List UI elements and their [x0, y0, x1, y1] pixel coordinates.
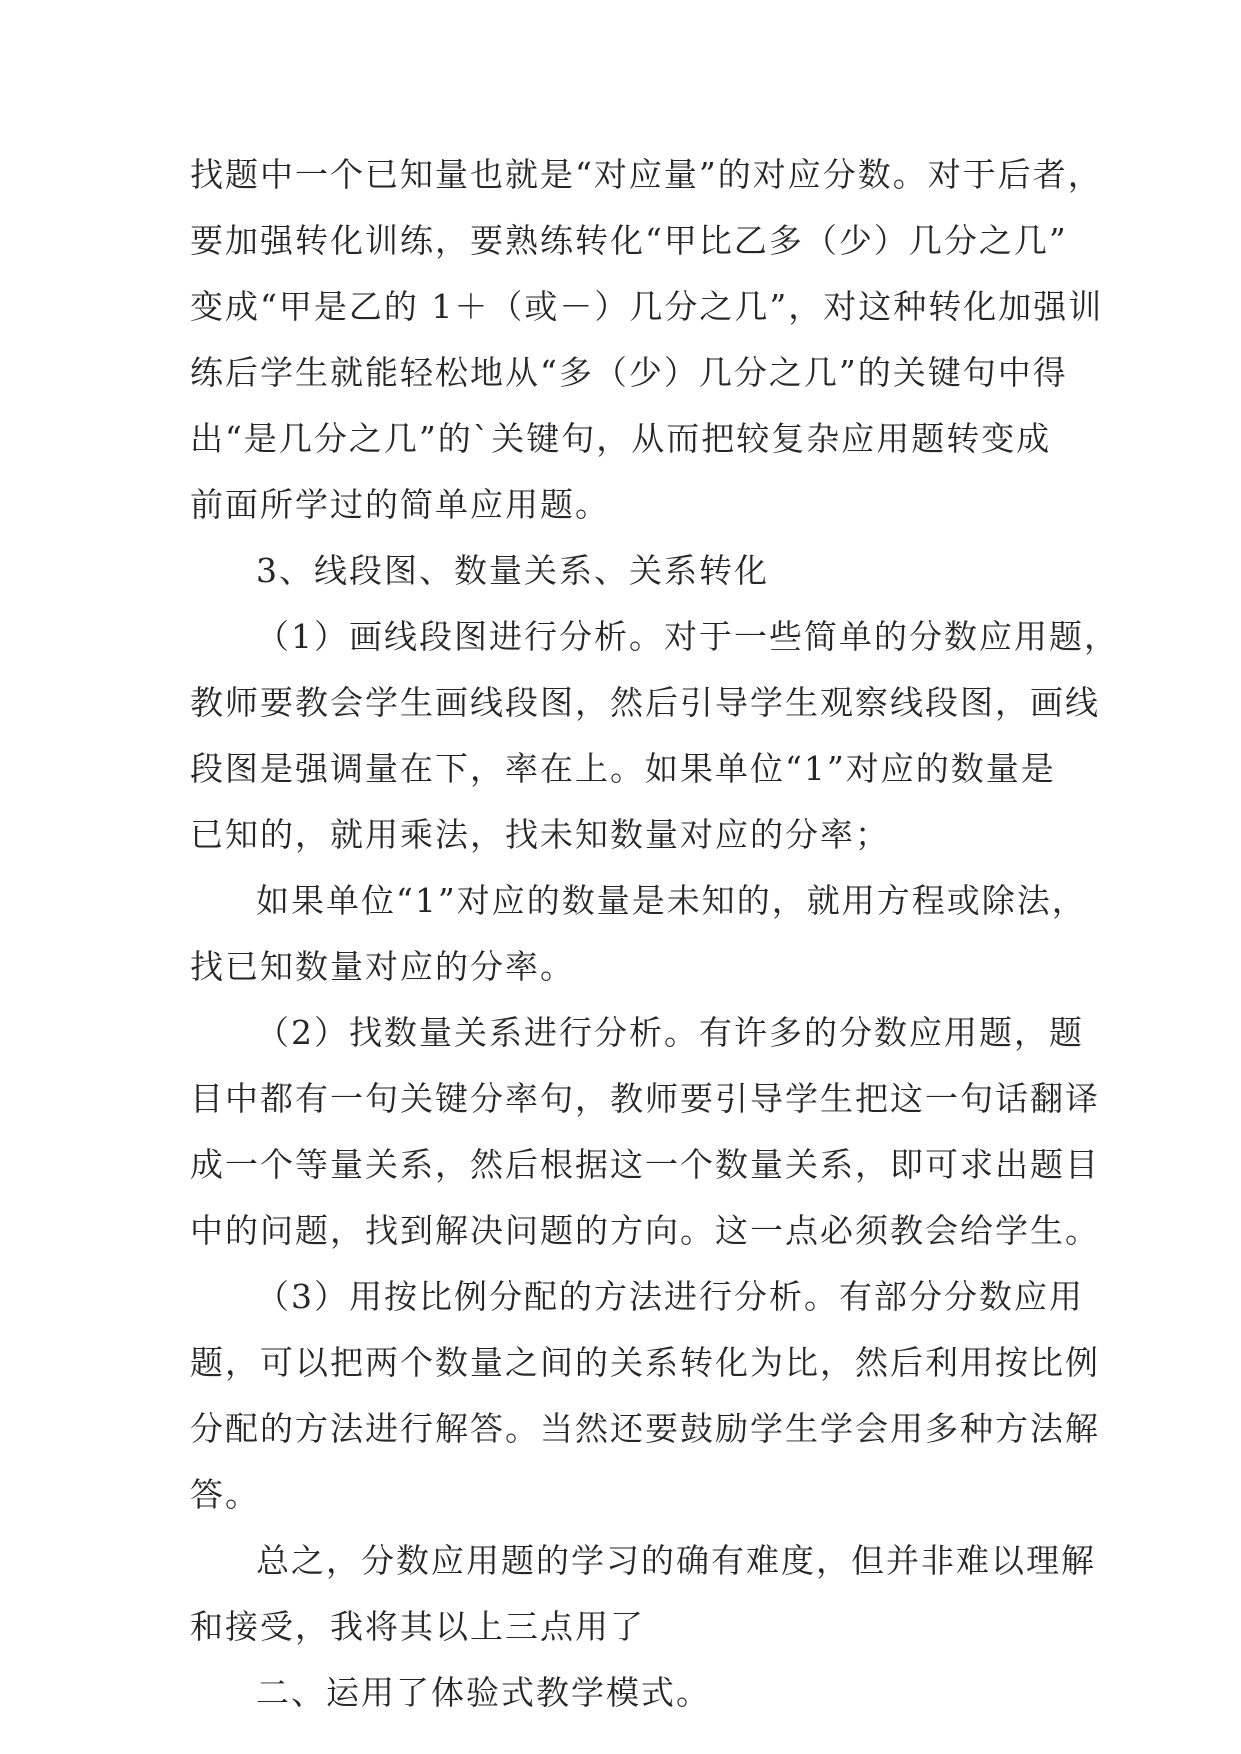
text-line: 总之，分数应用题的学习的确有难度，但并非难以理解: [256, 1541, 1096, 1580]
text-line: 前面所学过的简单应用题。: [190, 485, 610, 524]
text-line: 要加强转化训练，要熟练转化“甲比乙多（少）几分之几”: [190, 221, 1068, 260]
text-line: 答。: [190, 1475, 260, 1514]
text-line: （3）用按比例分配的方法进行分析。有部分分数应用: [256, 1277, 1084, 1316]
section-heading: 二、运用了体验式教学模式。: [256, 1673, 711, 1712]
text-line: 题，可以把两个数量之间的关系转化为比，然后利用按比例: [190, 1343, 1100, 1382]
body-text: [190, 142, 1119, 1726]
text-line: 找已知数量对应的分率。: [190, 947, 575, 986]
text-line: （2）找数量关系进行分析。有许多的分数应用题，题: [256, 1013, 1084, 1052]
text-line: （1）画线段图进行分析。对于一些简单的分数应用题，: [256, 617, 1119, 656]
text-line: 已知的，就用乘法，找未知数量对应的分率；: [190, 815, 890, 854]
text-line: 出“是几分之几”的`关键句，从而把较复杂应用题转变成: [190, 419, 1052, 458]
text-line: 变成“甲是乙的 1＋（或－）几分之几”，对这种转化加强训: [190, 287, 1104, 326]
section-heading: 3、线段图、数量关系、关系转化: [256, 551, 769, 590]
text-line: 练后学生就能轻松地从“多（少）几分之几”的关键句中得: [190, 353, 1068, 392]
text-line: 找题中一个已知量也就是“对应量”的对应分数。对于后者，: [190, 155, 1103, 194]
text-line: 分配的方法进行解答。当然还要鼓励学生学会用多种方法解: [190, 1409, 1100, 1448]
text-line: 和接受，我将其以上三点用了: [190, 1607, 645, 1646]
text-line: 中的问题，找到解决问题的方向。这一点必须教会给学生。: [190, 1211, 1100, 1250]
text-line: 成一个等量关系，然后根据这一个数量关系，即可求出题目: [190, 1145, 1100, 1184]
text-line: 段图是强调量在下，率在上。如果单位“1”对应的数量是: [190, 749, 1056, 788]
text-line: 目中都有一句关键分率句，教师要引导学生把这一句话翻译: [190, 1079, 1100, 1118]
text-line: 如果单位“1”对应的数量是未知的，就用方程或除法，: [256, 881, 1087, 920]
text-line: 教师要教会学生画线段图，然后引导学生观察线段图，画线: [190, 683, 1100, 722]
